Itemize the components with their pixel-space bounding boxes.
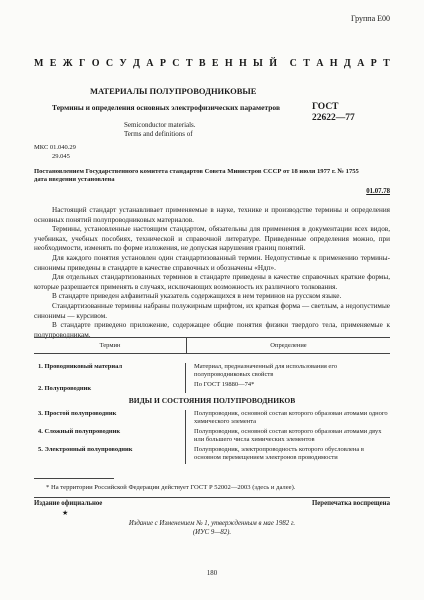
heading-letter: С xyxy=(289,58,297,69)
heading-letter: Д xyxy=(343,58,351,69)
column-header-term: Термин xyxy=(34,338,187,353)
definition-cell: Полупроводник, основной состав которого образован атомами одного химического элемента xyxy=(194,410,388,425)
heading-letter: В xyxy=(198,58,206,69)
heading-letter: Г xyxy=(79,58,86,69)
heading-letter: Е xyxy=(49,58,57,69)
table-row xyxy=(34,381,390,393)
mks-line2: 29.045 xyxy=(52,153,70,160)
heading-letter: А xyxy=(357,58,365,69)
group-code: Группа Е00 xyxy=(350,14,390,23)
term-cell: 5. Электронный полупроводник xyxy=(34,446,186,464)
decree-line1: Постановлением Государственного комитета стандартов Совета Министров СССР от 18 июля 1977 г. № 1755 xyxy=(34,168,359,175)
heading-letter: Р xyxy=(370,58,377,69)
body-paragraph: В стандарте приведено приложение, содержащее общие понятия физики твердого тела, применяемые к полупроводникам. xyxy=(34,321,390,339)
gost-number xyxy=(312,102,355,124)
definition-cell: Полупроводник, электропроводность которого обусловлена в основном перемещением электронов проводимости xyxy=(194,446,364,461)
heading-letter: М xyxy=(34,58,44,69)
heading-letter: Е xyxy=(211,58,219,69)
term-cell: 3. Простой полупроводник xyxy=(34,410,186,428)
heading-letter: Й xyxy=(269,58,277,69)
heading-letter: Д xyxy=(133,58,140,69)
heading-letter: Ы xyxy=(253,58,263,69)
interstate-standard-heading xyxy=(34,58,390,69)
table-row xyxy=(34,410,390,428)
body-paragraph: Для каждого понятия установлен один стандартизованный термин. Недопустимые к применению термины-синонимы приведены в стандарте в качестве справочных и обозначены «Ндп». xyxy=(34,253,390,272)
english-title-line2: Terms and definitions of xyxy=(124,130,193,138)
english-title xyxy=(124,121,196,139)
gost-label: ГОСТ xyxy=(312,102,339,112)
body-text xyxy=(34,206,390,340)
reprint-prohibited-label: Перепечатка воспрещена xyxy=(312,500,390,507)
footnote-divider xyxy=(34,478,114,479)
table-row xyxy=(34,446,390,464)
edition-line2: (ИУС 9—82). xyxy=(192,529,232,536)
section-heading: ВИДЫ И СОСТОЯНИЯ ПОЛУПРОВОДНИКОВ xyxy=(128,396,296,405)
heading-letter: У xyxy=(119,58,127,69)
heading-letter: Т xyxy=(383,58,390,69)
mks-line1: МКС 01.040.29 xyxy=(34,144,76,151)
gost-code: 22622—77 xyxy=(312,113,355,123)
heading-letter: Т xyxy=(185,58,193,69)
heading-letter: Ж xyxy=(62,58,73,69)
footer-divider xyxy=(34,497,390,498)
introduction-date: 01.07.78 xyxy=(366,188,390,195)
page-number: 180 xyxy=(206,570,218,577)
heading-letter: Н xyxy=(238,58,247,69)
document-topic: МАТЕРИАЛЫ ПОЛУПРОВОДНИКОВЫЕ xyxy=(90,86,257,96)
mks-codes xyxy=(34,143,76,161)
definition-cell: По ГОСТ 19880—74* xyxy=(194,381,255,388)
definition-cell: Материал, предназначенный для использования его полупроводниковых свойств xyxy=(194,363,338,378)
definition-cell: Полупроводник, основной состав которого образован атомами двух или большего числа химических элементов xyxy=(194,428,382,443)
heading-letter: О xyxy=(91,58,100,69)
body-paragraph: В стандарте приведен алфавитный указатель содержащихся в нем терминов на русском языке. xyxy=(52,292,342,301)
edition-note xyxy=(0,519,424,537)
heading-letter: Н xyxy=(329,58,338,69)
decree-text xyxy=(34,168,374,184)
footnote: * На территории Российской Федерации действует ГОСТ Р 52002—2003 (здесь и далее). xyxy=(46,484,296,491)
term-cell: 2. Полупроводник xyxy=(34,381,186,393)
star-icon: ★ xyxy=(62,509,69,517)
english-title-line1: Semiconductor materials. xyxy=(124,121,196,129)
edition-line1: Издание с Изменением № 1, утвержденным в мае 1982 г. xyxy=(128,520,296,527)
term-cell: 4. Сложный полупроводник xyxy=(34,428,186,446)
body-paragraph: Термины, установленные настоящим стандартом, обязательны для применения в документации всех видов, учебниках, учебных пособиях, технической и справочной литературе. Приведенные определения можно, при необходимости, изменять по форме изложения, не допуская нарушения границ понятий. xyxy=(34,225,390,253)
heading-letter: А xyxy=(316,58,324,69)
heading-letter: С xyxy=(172,58,180,69)
heading-letter: С xyxy=(105,58,114,69)
body-paragraph: Для отдельных стандартизованных терминов в стандарте приведены в качестве справочных краткие формы, которые разрешается применять в случаях, исключающих возможность их различного толкования. xyxy=(34,273,390,291)
table-header xyxy=(34,337,390,354)
table-row xyxy=(34,363,390,381)
heading-letter: Н xyxy=(224,58,233,69)
document-subtitle: Термины и определения основных электрофизических параметров xyxy=(52,103,281,112)
body-paragraph: Стандартизованные термины набраны полужирным шрифтом, их краткая форма — светлым, а недопустимые синонимы — курсивом. xyxy=(34,301,390,320)
heading-letter: Т xyxy=(303,58,310,69)
official-edition-label: Издание официальное xyxy=(34,500,103,507)
body-paragraph: Настоящий стандарт устанавливает применяемые в науке, технике и производстве термины и определения основных понятий полупроводниковых материалов. xyxy=(34,206,390,224)
term-cell: 1. Проводниковый материал xyxy=(34,363,186,381)
heading-letter: А xyxy=(146,58,154,69)
table-row xyxy=(34,428,390,446)
heading-letter: Р xyxy=(159,58,166,69)
terms-table xyxy=(34,337,390,464)
decree-line2: дата введения установлена xyxy=(34,176,115,183)
column-header-definition: Определение xyxy=(270,342,307,349)
